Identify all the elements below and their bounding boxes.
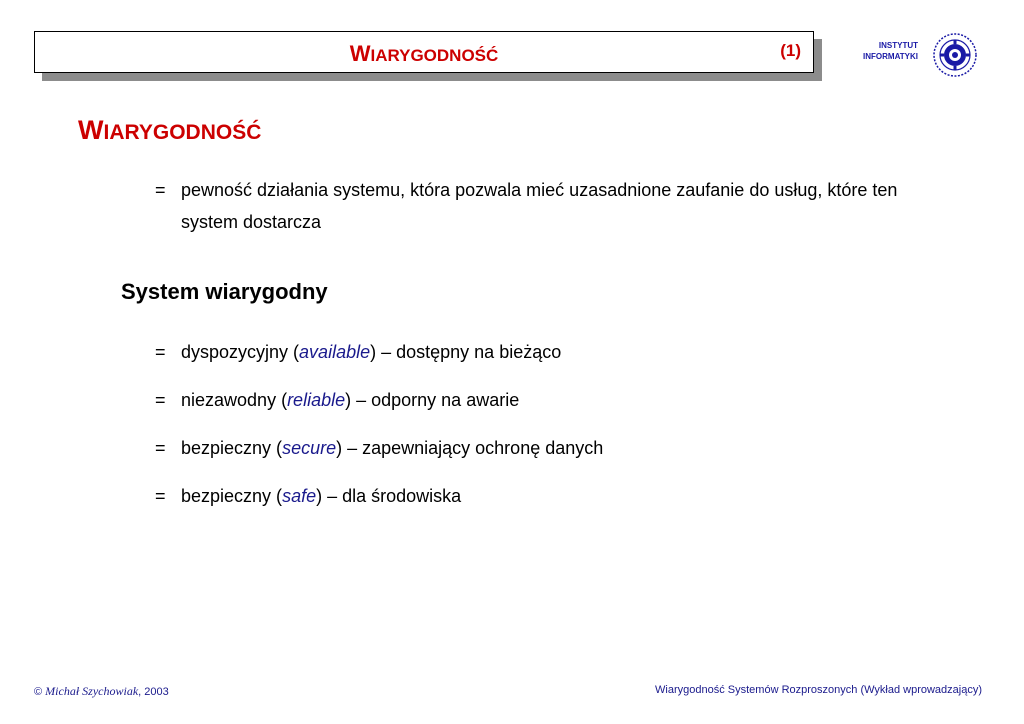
list-term: reliable [287,390,346,410]
politechnika-poznanska-seal-icon [932,32,978,78]
list-bullet: = [155,342,166,362]
footer-copyright: © Michał Szychowiak, 2003 [34,684,169,698]
list-bullet: = [155,486,166,506]
list-term: secure [282,438,337,458]
list-term: safe [282,486,317,506]
header-title: WIARYGODNOŚĆ [349,41,499,66]
slide-number: (1) [780,41,801,60]
institute-line-2: INFORMATYKI [863,52,918,61]
list-bullet: = [155,390,166,410]
list-bullet: = [155,438,166,458]
slide-header [34,31,814,73]
footer-course: Wiarygodność Systemów Rozproszonych (Wykład wprowadzający) [655,684,982,696]
institute-name [850,40,918,62]
definition-text: pewność działania systemu, która pozwala mieć uzasadnione zaufanie do usług, które ten system dostarcza [181,180,898,232]
institute-line-1: INSTYTUT [878,41,918,50]
definition-bullet: = [155,180,166,200]
list-term: available [299,342,371,362]
subheading: System wiarygodny [121,279,328,304]
footer-author: Michał Szychowiak [45,684,139,698]
main-title: WIARYGODNOŚĆ [78,115,262,145]
